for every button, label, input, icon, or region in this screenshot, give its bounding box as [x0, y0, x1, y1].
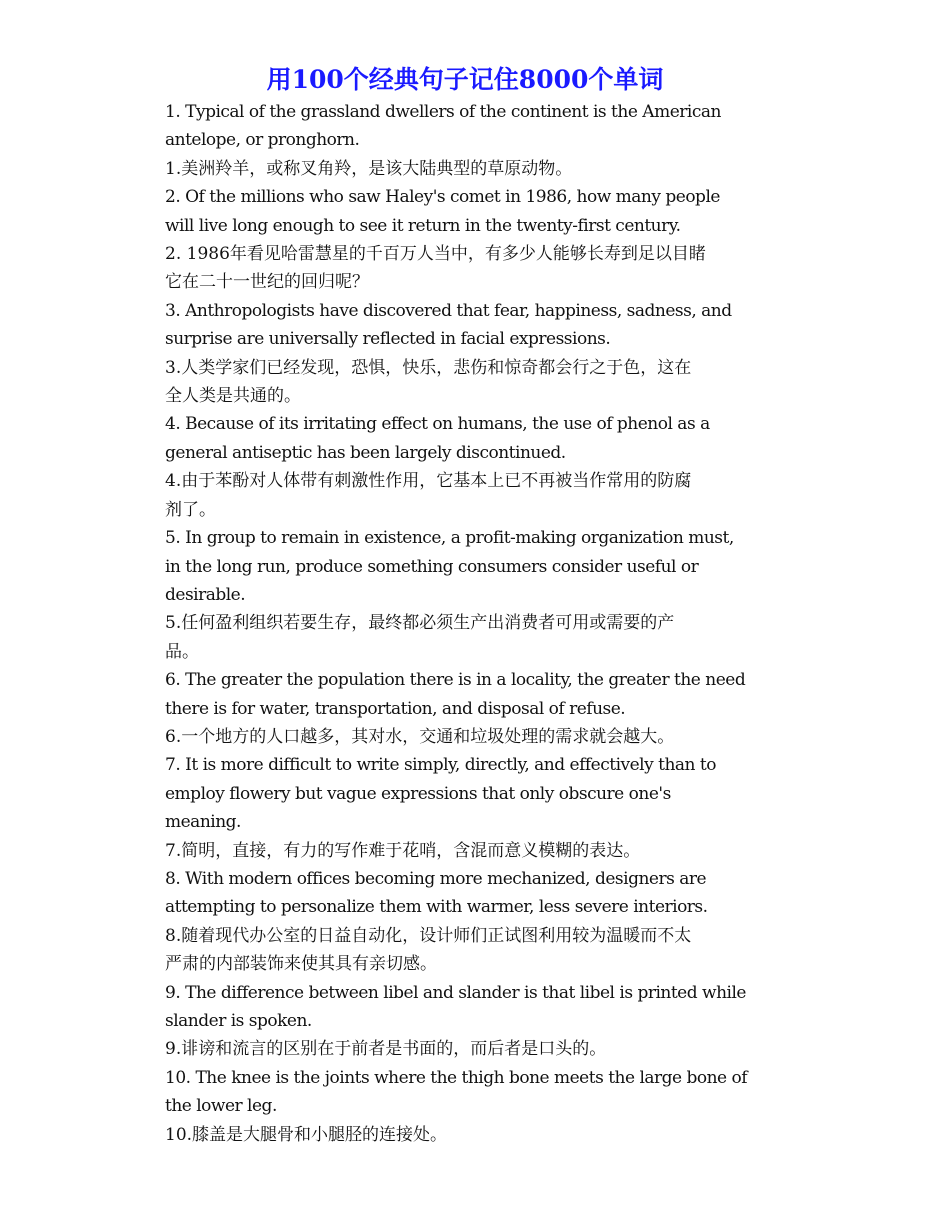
chinese-translation-line: 1.美洲羚羊，或称叉角羚，是该大陆典型的草原动物。 [165, 158, 573, 179]
chinese-translation-line: 3.人类学家们已经发现，恐惧，快乐，悲伤和惊奇都会行之于色，这在 [165, 357, 692, 378]
english-sentence-line: general antiseptic has been largely discontinued. [165, 442, 566, 463]
chinese-translation-line: 剂了。 [165, 499, 216, 520]
chinese-translation-line: 严肃的内部装饰来使其具有亲切感。 [165, 954, 437, 975]
chinese-translation-line: 全人类是共通的。 [165, 386, 301, 407]
chinese-translation-line: 8.随着现代办公室的日益自动化，设计师们正试图利用较为温暖而不太 [165, 925, 692, 946]
chinese-translation-line: 6.一个地方的人口越多，其对水，交通和垃圾处理的需求就会越大。 [165, 726, 675, 747]
english-sentence-line: antelope, or pronghorn. [165, 130, 360, 151]
english-sentence-line: surprise are universally reflected in facial expressions. [165, 329, 611, 350]
english-sentence-line: in the long run, produce something consumers consider useful or [165, 556, 699, 577]
chinese-translation-line: 10.膝盖是大腿骨和小腿胫的连接处。 [165, 1124, 448, 1145]
chinese-translation-line: 品。 [165, 641, 199, 662]
english-sentence-line: desirable. [165, 584, 246, 605]
english-sentence-line: 9. The difference between libel and slander is that libel is printed while [165, 982, 746, 1003]
english-sentence-line: 10. The knee is the joints where the thigh bone meets the large bone of [165, 1067, 748, 1088]
english-sentence-line: employ flowery but vague expressions that only obscure one's [165, 783, 671, 804]
english-sentence-line: attempting to personalize them with warmer, less severe interiors. [165, 897, 708, 918]
english-sentence-line: will live long enough to see it return in the twenty-first century. [165, 215, 681, 236]
english-sentence-line: meaning. [165, 812, 241, 833]
english-sentence-line: 2. Of the millions who saw Haley's comet in 1986, how many people [165, 187, 720, 208]
english-sentence-line: the lower leg. [165, 1096, 277, 1117]
page-title: 用100个经典句子记住8000个单词 [266, 65, 664, 94]
chinese-translation-line: 2. 1986年看见哈雷慧星的千百万人当中，有多少人能够长寿到足以目睹 [165, 244, 706, 265]
document-body [165, 98, 825, 1149]
chinese-translation-line: 5.任何盈利组织若要生存，最终都必须生产出消费者可用或需要的产 [165, 613, 675, 634]
document-page [165, 60, 825, 1149]
chinese-translation-line: 4.由于苯酚对人体带有刺激性作用，它基本上已不再被当作常用的防腐 [165, 471, 692, 492]
english-sentence-line: 1. Typical of the grassland dwellers of the continent is the American [165, 102, 721, 122]
english-sentence-line: 7. It is more difficult to write simply, directly, and effectively than to [165, 755, 716, 776]
chinese-translation-line: 9.诽谤和流言的区别在于前者是书面的，而后者是口头的。 [165, 1039, 607, 1060]
english-sentence-line: slander is spoken. [165, 1011, 312, 1031]
english-sentence-line: 6. The greater the population there is in a locality, the greater the need [165, 670, 746, 691]
english-sentence-line: 5. In group to remain in existence, a profit-making organization must, [165, 528, 734, 549]
english-sentence-line: 3. Anthropologists have discovered that fear, happiness, sadness, and [165, 300, 732, 321]
chinese-translation-line: 它在二十一世纪的回归呢？ [165, 272, 369, 293]
english-sentence-line: there is for water, transportation, and disposal of refuse. [165, 698, 626, 719]
chinese-translation-line: 7.简明，直接，有力的写作难于花哨，含混而意义模糊的表达。 [165, 840, 641, 861]
english-sentence-line: 4. Because of its irritating effect on humans, the use of phenol as a [165, 414, 710, 435]
english-sentence-line: 8. With modern offices becoming more mechanized, designers are [165, 868, 707, 889]
